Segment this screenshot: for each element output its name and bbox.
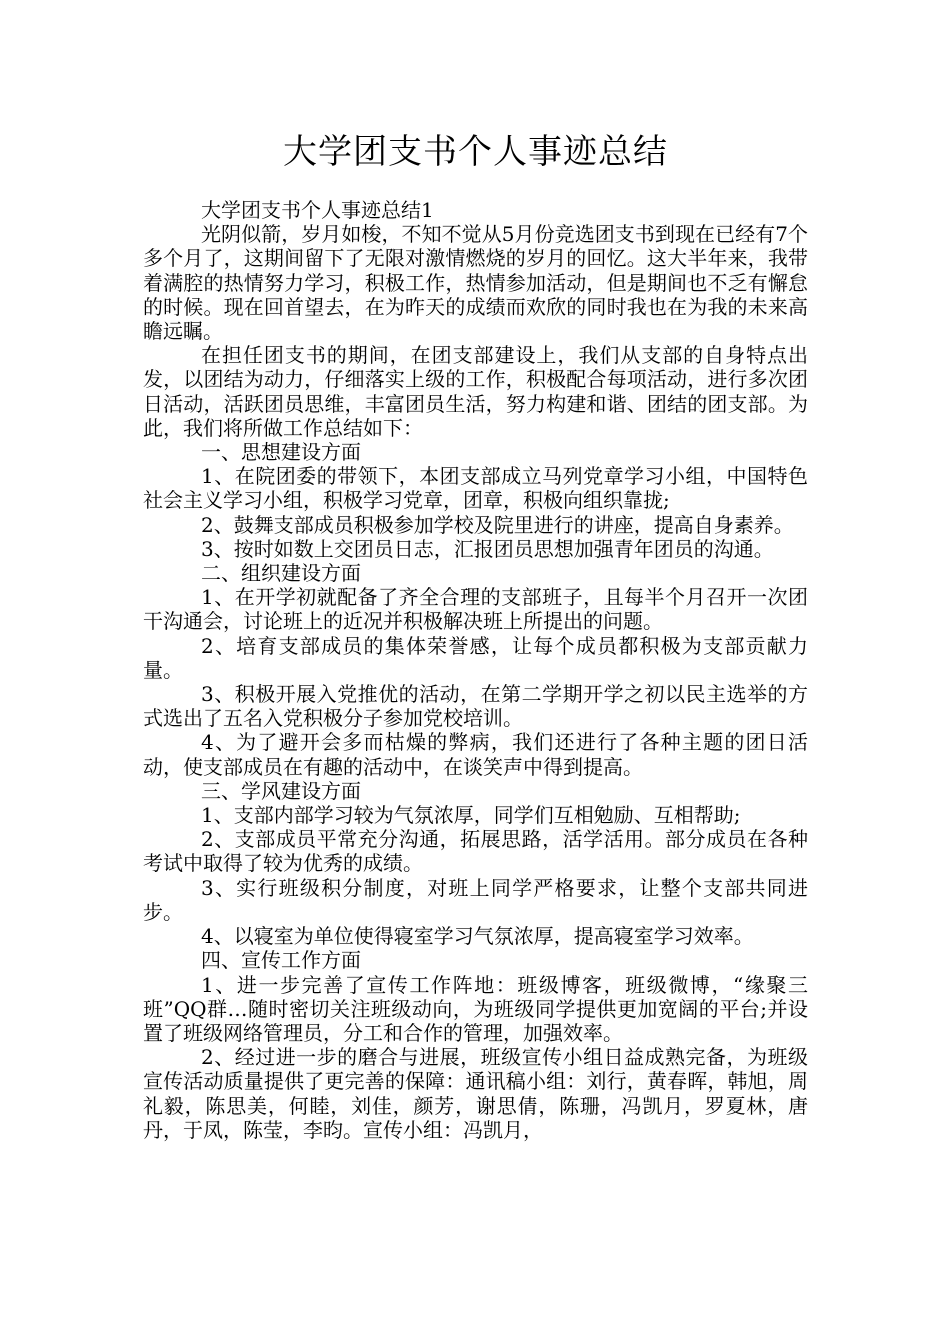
paragraph: 3、实行班级积分制度，对班上同学严格要求，让整个支部共同进步。 <box>143 875 808 924</box>
paragraph: 2、经过进一步的磨合与进展，班级宣传小组日益成熟完备，为班级宣传活动质量提供了更完善的保障：通讯稿小组：刘行，黄春晖，韩旭，周礼毅，陈思美，何睦，刘佳，颜芳，谢思倩，陈珊，冯凯月，罗夏林，唐丹，于凤，陈莹，李昀。宣传小组：冯凯月， <box>143 1045 808 1142</box>
paragraph: 在担任团支书的期间，在团支部建设上，我们从支部的自身特点出发，以团结为动力，仔细落实上级的工作，积极配合每项活动，进行多次团日活动，活跃团员思维，丰富团员生活，努力构建和谐、团结的团支部。为此，我们将所做工作总结如下： <box>143 343 808 440</box>
paragraph: 1、在院团委的带领下，本团支部成立马列党章学习小组，中国特色社会主义学习小组，积极学习党章，团章，积极向组织靠拢; <box>143 464 808 513</box>
section-heading: 二、组织建设方面 <box>201 561 361 586</box>
section-heading: 三、学风建设方面 <box>201 778 361 803</box>
paragraph: 3、按时如数上交团员日志，汇报团员思想加强青年团员的沟通。 <box>201 536 774 561</box>
paragraph: 2、支部成员平常充分沟通，拓展思路，活学活用。部分成员在各种考试中取得了较为优秀的成绩。 <box>143 827 808 876</box>
paragraph: 4、为了避开会多而枯燥的弊病，我们还进行了各种主题的团日活动，使支部成员在有趣的活动中，在谈笑声中得到提高。 <box>143 730 808 779</box>
paragraph-subtitle: 大学团支书个人事迹总结1 <box>201 198 434 222</box>
paragraph: 2、培育支部成员的集体荣誉感，让每个成员都积极为支部贡献力量。 <box>143 633 808 682</box>
document-page <box>143 0 808 1142</box>
section-heading: 四、宣传工作方面 <box>201 948 361 973</box>
document-body <box>143 198 808 1142</box>
paragraph: 1、进一步完善了宣传工作阵地：班级博客，班级微博，“缘聚三班”QQ群…随时密切关注班级动向，为班级同学提供更加宽阔的平台;并设置了班级网络管理员，分工和合作的管理，加强效率。 <box>143 972 808 1045</box>
paragraph: 1、支部内部学习较为气氛浓厚，同学们互相勉励、互相帮助; <box>201 803 741 828</box>
paragraph: 1、在开学初就配备了齐全合理的支部班子，且每半个月召开一次团干沟通会，讨论班上的近况并积极解决班上所提出的问题。 <box>143 585 808 634</box>
paragraph: 2、鼓舞支部成员积极参加学校及院里进行的讲座，提高自身素养。 <box>201 512 794 537</box>
paragraph: 光阴似箭，岁月如梭，不知不觉从5月份竞选团支书到现在已经有7个多个月了，这期间留下了无限对激情燃烧的岁月的回忆。这大半年来，我带着满腔的热情努力学习，积极工作，热情参加活动，但是期间也不乏有懈怠的时候。现在回首望去，在为昨天的成绩而欢欣的同时我也在为我的未来高瞻远瞩。 <box>143 222 808 344</box>
document-title: 大学团支书个人事迹总结 <box>283 132 668 172</box>
paragraph: 3、积极开展入党推优的活动，在第二学期开学之初以民主选举的方式选出了五名入党积极分子参加党校培训。 <box>143 682 808 731</box>
paragraph: 4、以寝室为单位使得寝室学习气氛浓厚，提高寝室学习效率。 <box>201 924 754 949</box>
section-heading: 一、思想建设方面 <box>201 440 361 465</box>
